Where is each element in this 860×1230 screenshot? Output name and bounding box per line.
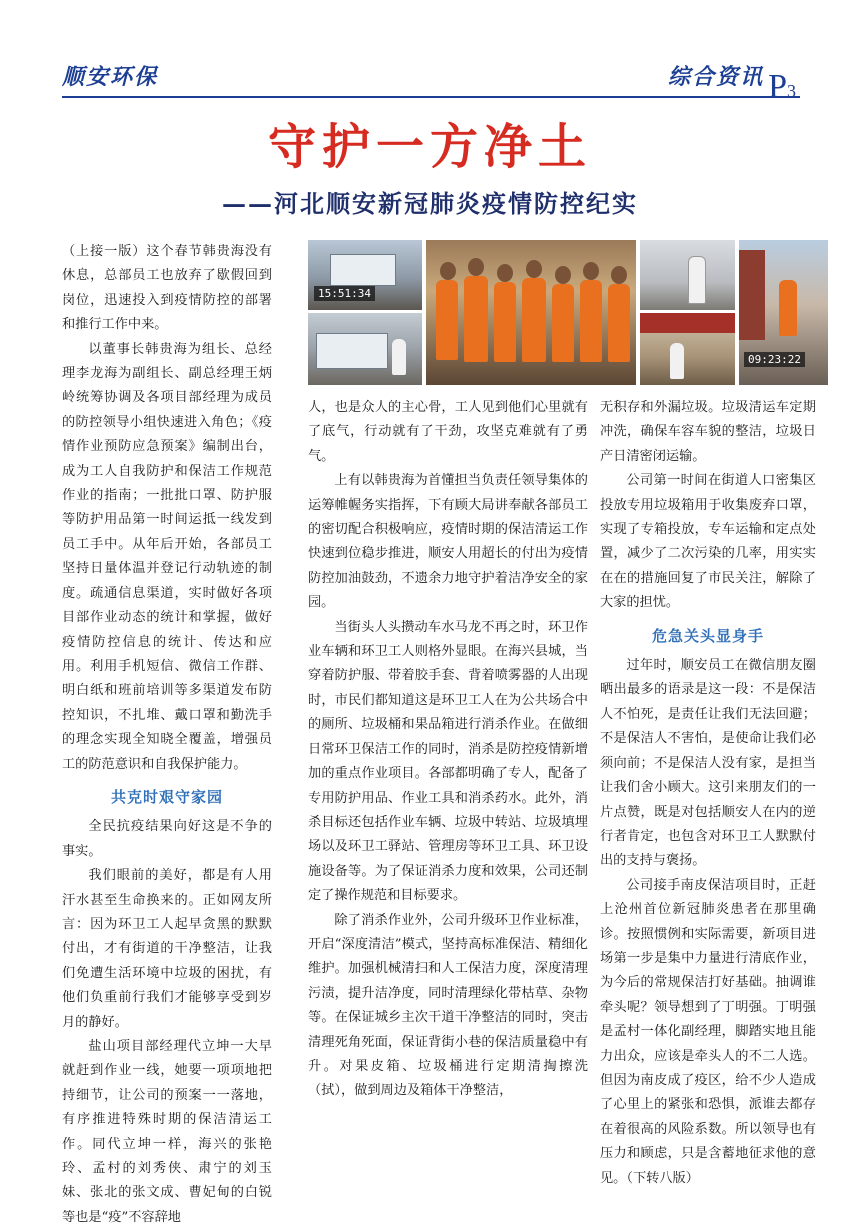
worker-figure: [464, 276, 488, 362]
worker-figure: [522, 278, 546, 362]
worker-figure: [779, 280, 797, 336]
page-letter: P: [768, 68, 787, 105]
paragraph: 我们眼前的美好，都是有人用汗水甚至生命换来的。正如网友所言：因为环卫工人起早贪黑的默默付出，才有街道的干净整洁，让我们免遭生活环境中垃圾的困扰，有他们负重前行我们才能够享受到岁月的静好。: [62, 868, 272, 1030]
paragraph: 公司接手南皮保洁项目时，正赶上沧州首位新冠肺炎患者在那里确诊。按照惯例和实际需要，新项目进场第一步是集中力量进行清底作业，为今后的常规保洁打好基础。抽调谁牵头呢？领导想到了丁明强。丁明强是孟村一体化副经理，脚踏实地且能力出众，应该是牵头人的不二人选。但因为南皮成了疫区，给不少人造成了心里上的紧张和恐惧，派谁去都存在着很高的风险系数。所以领导也有压力和顾虑，只是含蓄地征求他的意见。（下转八版）: [600, 877, 816, 1186]
time-stamp: 09:23:22: [744, 352, 805, 367]
photo-collage: [308, 240, 828, 385]
shop-sign: [640, 313, 735, 333]
worker-head: [440, 262, 456, 280]
worker-head: [583, 262, 599, 280]
section-heading: 共克时艰守家园: [110, 787, 223, 806]
worker-head: [526, 260, 542, 278]
paragraph: 除了消杀作业外，公司升级环卫作业标准，开启“深度清洁”模式，坚持高标准保洁、精细化维护。加强机械清扫和人工保洁力度，深度清理污渍，提升洁净度，同时清理绿化带枯草、杂物等。在保证城乡主次干道干净整洁的同时，突击清理死角死面，保证背街小巷的保洁质量稳中有升。对果皮箱、垃圾桶进行定期清掏擦洗（拭），做到周边及箱体干净整洁，: [308, 912, 588, 1099]
photo-workers-group: [426, 240, 636, 385]
paragraph: 公司第一时间在街道人口密集区投放专用垃圾箱用于收集废弃口罩，实现了专箱投放，专车运输和定点处置，减少了二次污染的几率，用实实在在的措施回复了市民关注，解除了大家的担忧。: [600, 473, 816, 611]
worker-figure: [392, 339, 406, 375]
page-number: [768, 68, 796, 106]
truck-shape: [316, 333, 388, 369]
photo-street-disinfection: [640, 313, 735, 385]
column-3: [600, 396, 816, 1191]
article-title: 守护一方净土: [267, 119, 592, 175]
worker-head: [497, 264, 513, 282]
photo-truck: [308, 240, 422, 310]
worker-figure: [670, 343, 684, 379]
paragraph: 以董事长韩贵海为组长、总经理李龙海为副组长、副总经理王炳岭统筹协调及各项目部经理为成员的防控领导小组快速进入角色；《疫情作业预防应急预案》编制出台，成为工人自我防护和保洁工作规范作业的指南；一批批口罩、防护服等防护用品第一时间运抵一线发到员工手中。从年后开始，各部员工坚持日量体温并登记行动轨迹的制度。疏通信息渠道，实时做好各项目部作业动态的统计和掌握，做好疫情防控信息的统计、传达和应用。利用手机短信、微信工作群、明白纸和班前培训等多渠道发布防控知识，不扎堆、戴口罩和勤洗手的理念实现全知晓全覆盖，增强员工的防范意识和自我保护能力。: [62, 341, 272, 772]
photo-street-worker: [739, 240, 828, 385]
worker-figure: [552, 284, 574, 362]
worker-figure: [494, 282, 516, 362]
garbage-truck-shape: [330, 254, 396, 286]
page-header: [0, 0, 860, 105]
worker-head: [468, 258, 484, 276]
building-shape: [739, 250, 765, 340]
paragraph: （上接一版）这个春节韩贵海没有休息，总部员工也放弃了歇假回到岗位，迅速投入到疫情防控的部署和推行工作中来。: [62, 244, 272, 333]
paragraph: 无积存和外漏垃圾。垃圾清运车定期冲洗，确保车容车貌的整洁，垃圾日产日清密闭运输。: [600, 400, 816, 464]
paragraph: 上有以韩贵海为首懂担当负责任领导集体的运筹帷幄务实指挥，下有顾大局讲奉献各部员工的密切配合积极响应，疫情时期的保洁清运工作快速到位稳步推进，顺安人用超长的付出为疫情防控加油鼓劲，不遗余力地守护着洁净安全的家园。: [308, 473, 588, 611]
paragraph: 人，也是众人的主心骨，工人见到他们心里就有了底气，行动就有了干劲，攻坚克难就有了勇气。: [308, 400, 588, 464]
paragraph: 全民抗疫结果向好这是不争的事实。: [62, 819, 272, 859]
paragraph: 过年时，顺安员工在微信朋友圈晒出最多的语录是这一段：不是保洁人不怕死，是责任让我们无法回避；不是保洁人不害怕，是使命让我们必须向前；不是保洁人没有家，是担当让我们舍小顾大。这引来朋友们的一片点赞，既是对包括顺安人在内的逆行者肯定，也包含对环卫工人默默付出的支持与褒扬。: [600, 658, 816, 869]
paragraph: 当街头人头攒动车水马龙不再之时，环卫作业车辆和环卫工人则格外显眼。在海兴县城，当穿着防护服、带着胶手套、背着喷雾器的人出现时，市民们都知道这是环卫工人在为公共场合中的厕所、垃圾桶和果品箱进行消杀作业。在做细日常环卫保洁工作的同时，消杀是防控疫情新增加的重点作业项目。各部都明确了专人，配备了专用防护用品、作业工具和消杀药水。此外，消杀目标还包括作业车辆、垃圾中转站、垃圾填埋场以及环卫工驿站、管理房等环卫工具、环卫设施设备等。为了保证消杀力度和效果，公司还制定了操作规范和目标要求。: [308, 619, 588, 904]
time-stamp: 15:51:34: [314, 286, 375, 301]
column-1: [62, 240, 272, 1230]
worker-figure: [688, 256, 706, 304]
worker-figure: [608, 284, 630, 362]
photo-sprayer: [640, 240, 735, 310]
column-2: [308, 396, 588, 1104]
worker-figure: [580, 280, 602, 362]
worker-figure: [436, 280, 458, 360]
section-heading: 危急关头显身手: [651, 626, 764, 645]
header-rule: [62, 96, 800, 98]
brand-name: 顺安环保: [62, 65, 159, 90]
page-digit: 3: [787, 81, 796, 101]
worker-head: [555, 266, 571, 284]
section-name: 综合资讯: [667, 65, 764, 90]
photo-disinfection-truck: [308, 313, 422, 385]
article-subtitle: ——河北顺安新冠肺炎疫情防控纪实: [222, 189, 638, 218]
worker-head: [611, 266, 627, 284]
paragraph: 盐山项目部经理代立坤一大早就赶到作业一线，她要一项项地把持细节，让公司的预案一一落地，有序推进特殊时期的保洁清运工作。同代立坤一样，海兴的张艳玲、孟村的刘秀侠、肃宁的刘玉妹、张北的张文成、曹妃甸的白锐等也是“疫”不容辞地: [62, 1039, 272, 1225]
